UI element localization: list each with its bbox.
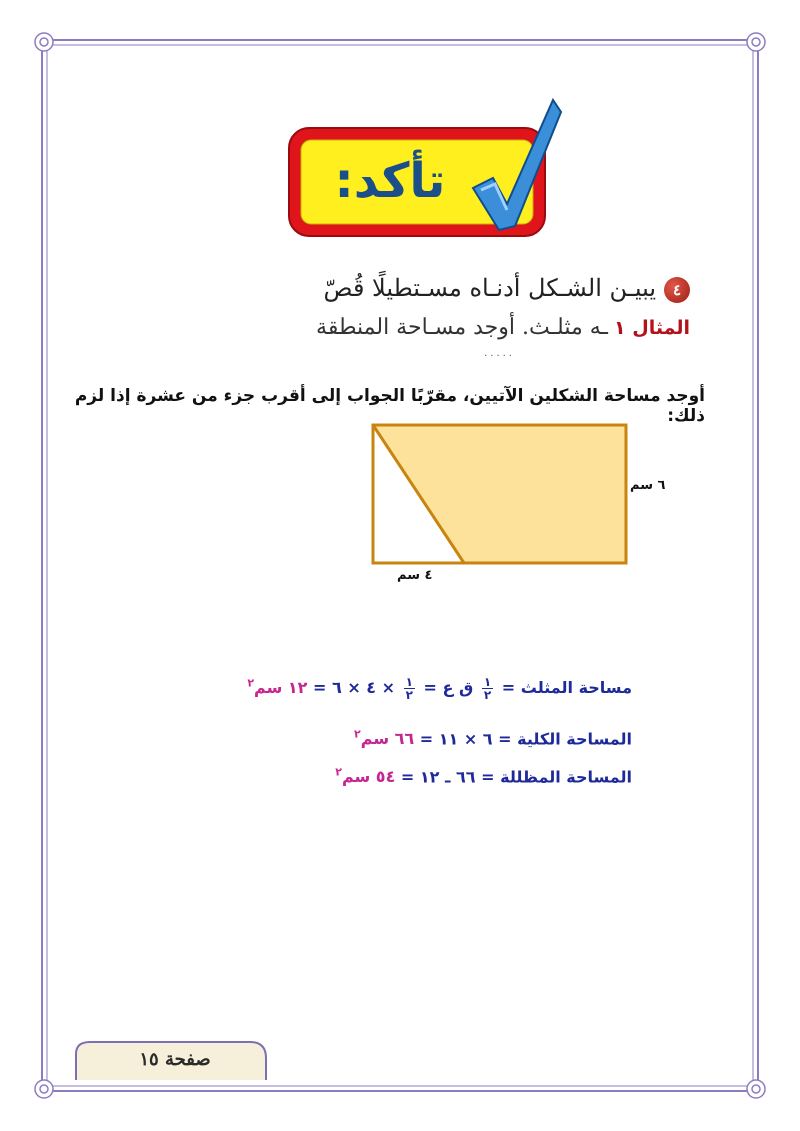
example-reference: المثال ١ — [614, 317, 690, 339]
total-area-label: المساحة الكلية = — [498, 729, 632, 749]
question-number-badge: ٤ — [664, 277, 690, 303]
question-line-1 — [130, 268, 690, 308]
total-computation: ٦ × ١١ = — [419, 729, 493, 749]
fraction-half-1: $\frac{١}{٢}$ — [483, 675, 492, 702]
total-result: ٦٦ سم$^٢$ — [354, 728, 415, 749]
base-label: ٤ سم — [397, 568, 433, 583]
triangle-result: ١٢ سم$^٢$ — [247, 676, 308, 697]
rectangle-figure — [360, 418, 670, 593]
question-excerpt — [130, 268, 690, 359]
shaded-result: ٥٤ سم$^٢$ — [335, 766, 396, 787]
shaded-computation: ٦٦ ـ ١٢ = — [400, 767, 476, 787]
height-label: ٦ سم — [630, 478, 666, 493]
page-number: صفحة ١٥ — [139, 1049, 211, 1070]
triangle-area-label: مساحة المثلث = — [501, 678, 632, 697]
question-line-3-cut: ..... — [484, 348, 515, 359]
solution-total-line — [354, 728, 632, 748]
triangle-formula: ق ع = — [423, 678, 474, 697]
instruction-text: أوجد مساحة الشكلين الآتيين، مقرّبًا الجواب إلى أقرب جزء من عشرة إذا لزم ذلك: — [74, 386, 705, 426]
banner-title: تأكد: — [334, 153, 446, 209]
shaded-area-label: المساحة المظللة = — [481, 767, 632, 787]
question-text-1: يبيـن الشـكل أدنـاه مسـتطيلًا قُصّ — [323, 274, 656, 302]
question-text-2: ـه مثلـث. أوجد مسـاحة المنطقة — [316, 315, 608, 340]
solution-shaded-line — [335, 766, 632, 786]
solution-triangle-line — [247, 676, 632, 701]
question-line-2 — [130, 308, 690, 348]
triangle-computation: × ٤ × ٦ = — [313, 678, 396, 697]
fraction-half-2: $\frac{١}{٢}$ — [405, 675, 413, 702]
